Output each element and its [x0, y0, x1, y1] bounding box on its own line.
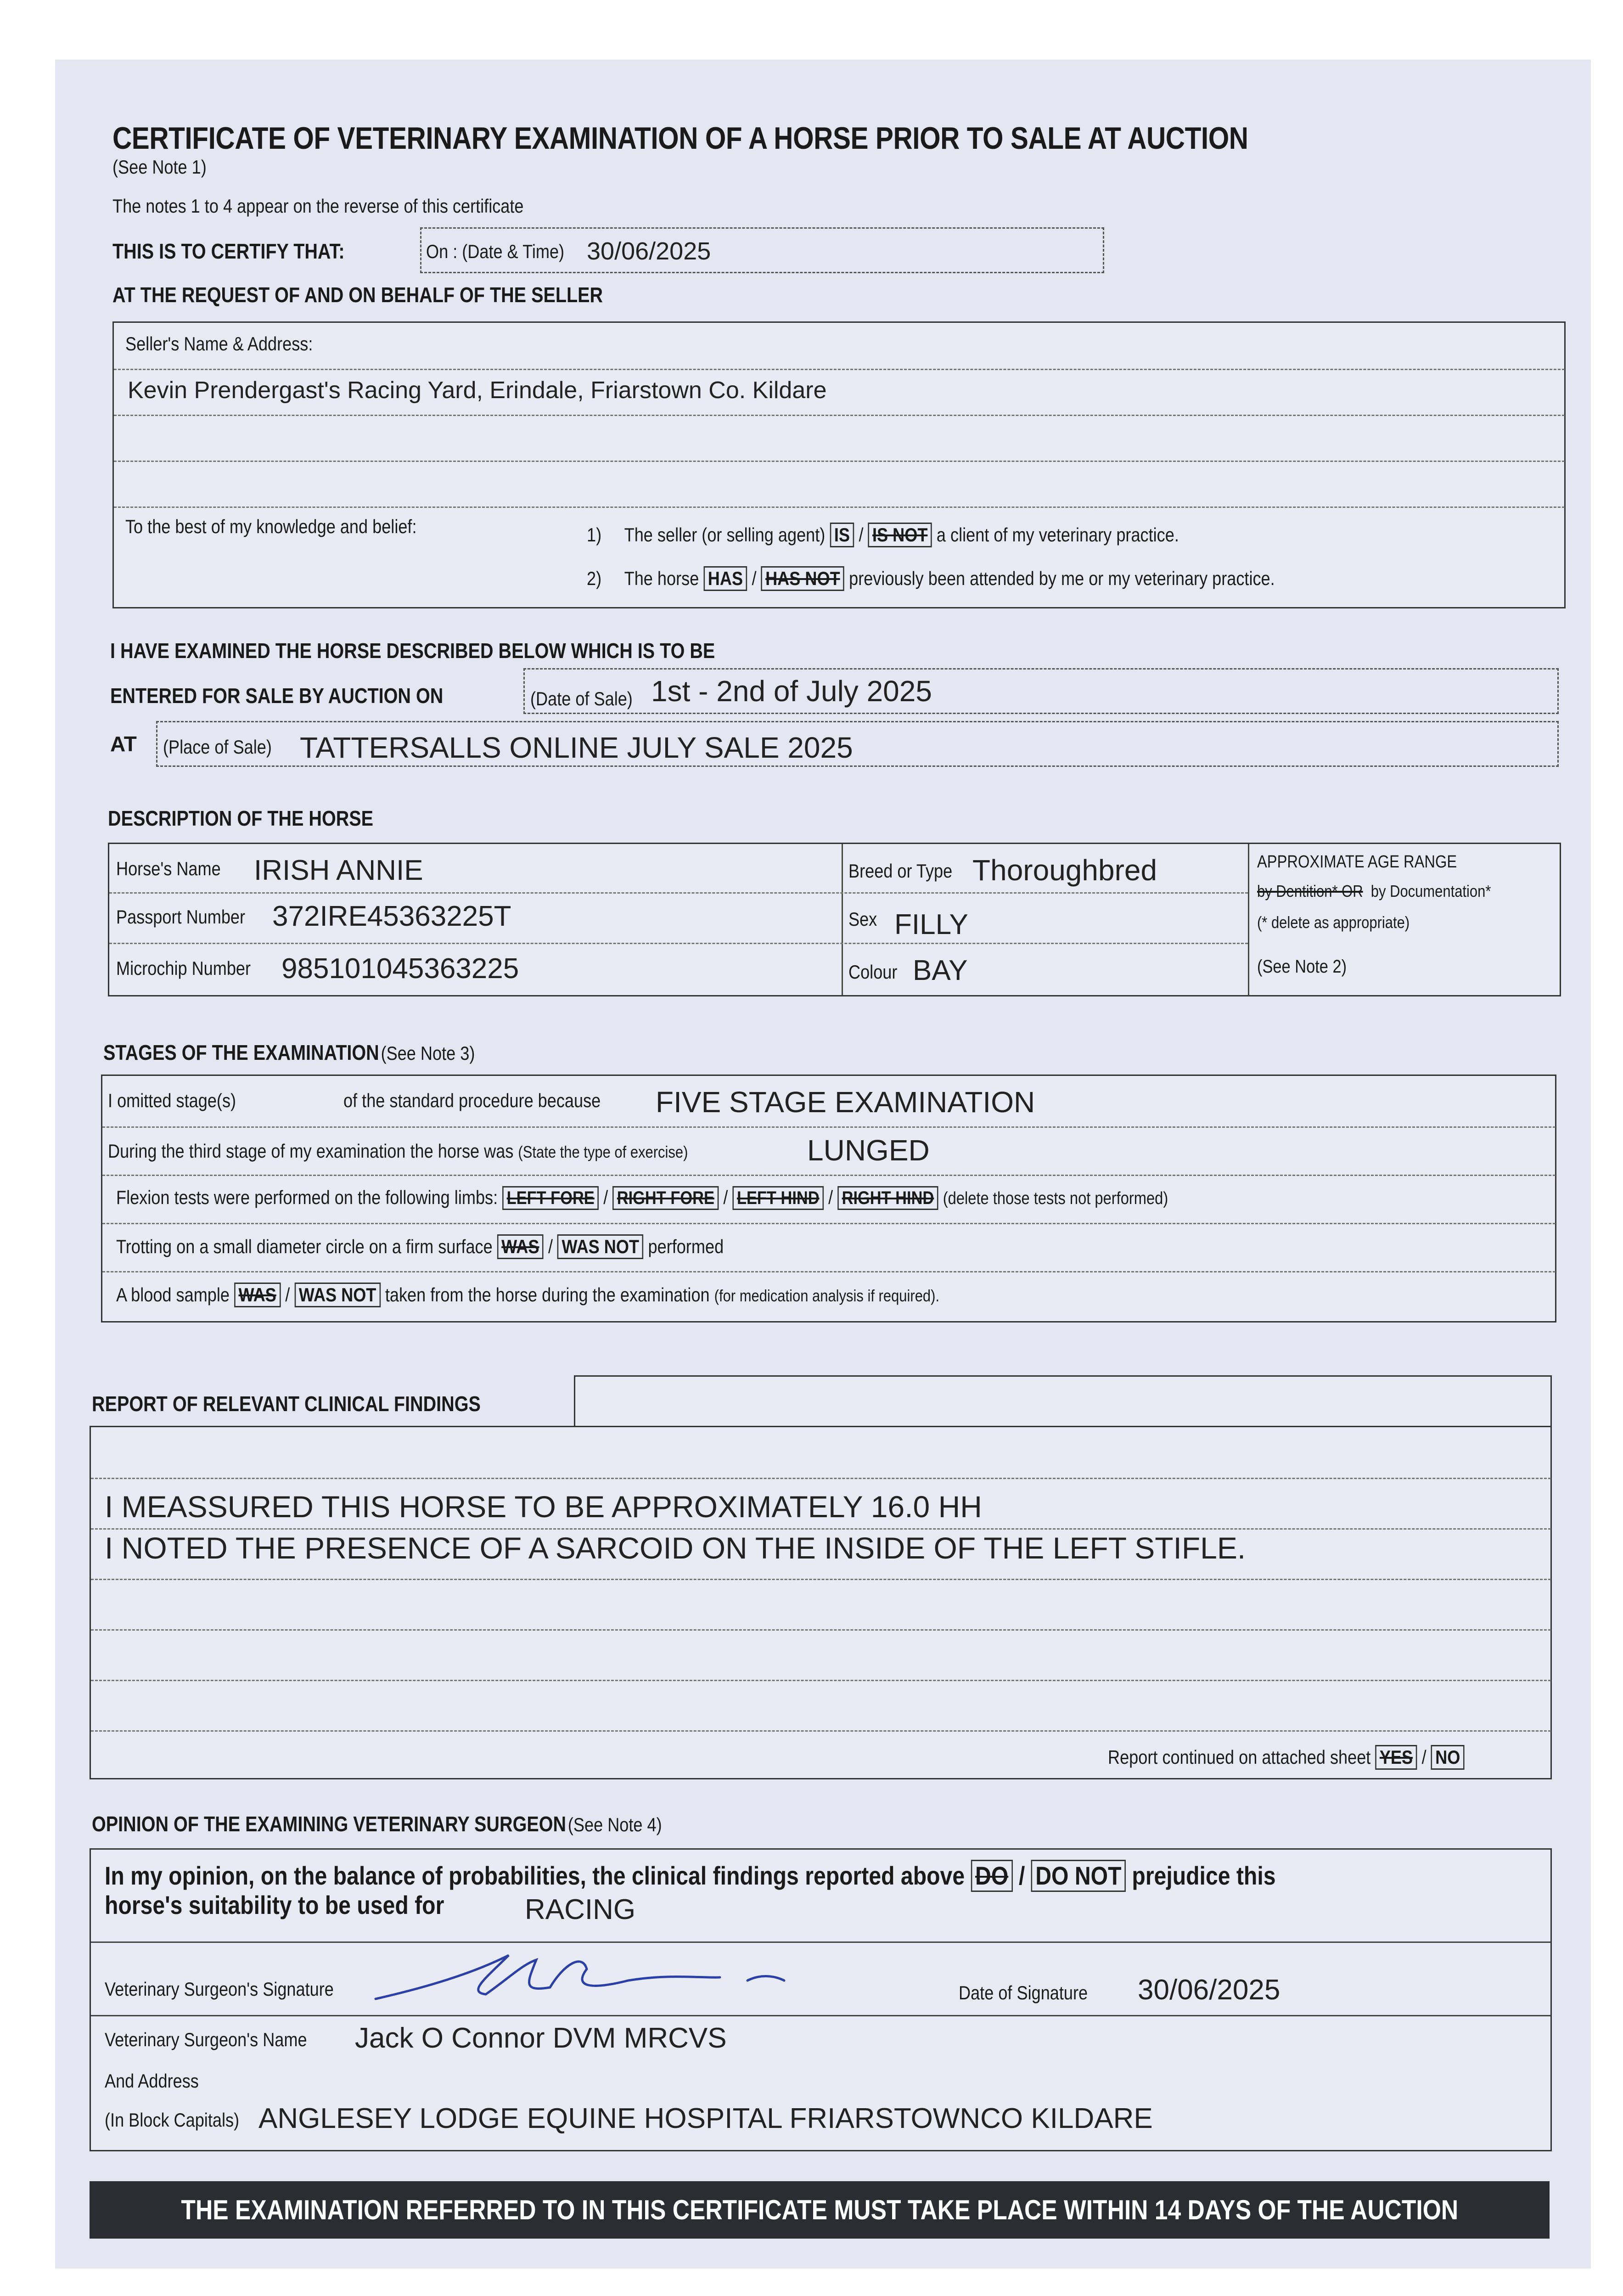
seller-label: Seller's Name & Address:: [125, 333, 313, 355]
seller-box: [112, 321, 1566, 608]
colour-value[interactable]: BAY: [913, 955, 968, 986]
blood-was-option[interactable]: WAS: [234, 1283, 281, 1307]
footer-banner: THE EXAMINATION REFERRED TO IN THIS CERTIFICATE MUST TAKE PLACE WITHIN 14 DAYS OF THE AUCTION: [90, 2181, 1550, 2239]
horse-has-option[interactable]: HAS: [703, 566, 747, 591]
divider: [102, 1175, 1556, 1176]
continued-no-option[interactable]: NO: [1431, 1745, 1465, 1770]
notes-reference: The notes 1 to 4 appear on the reverse of this certificate: [112, 195, 524, 217]
opinion-do-option[interactable]: DO: [971, 1860, 1013, 1892]
opinion-box: [90, 1848, 1552, 2151]
horse-name-label: Horse's Name: [116, 858, 221, 879]
age-range-heading: APPROXIMATE AGE RANGE: [1257, 852, 1457, 872]
sale-date-label: (Date of Sale): [530, 688, 633, 709]
divider: [114, 415, 1565, 416]
passport-value[interactable]: 372IRE45363225T: [272, 900, 511, 932]
flexion-right-hind-option[interactable]: RIGHT HIND: [837, 1186, 938, 1210]
divider: [114, 506, 1565, 508]
examined-statement: I HAVE EXAMINED THE HORSE DESCRIBED BELOW WHICH IS TO BE: [110, 639, 715, 663]
belief-label: To the best of my knowledge and belief:: [125, 516, 417, 537]
divider: [102, 1271, 1556, 1272]
date-of-signature-value[interactable]: 30/06/2025: [1138, 1974, 1280, 2006]
belief-item-2: 2) The horse HAS / HAS NOT previously been attended by me or my veterinary practice.: [587, 566, 1387, 591]
certify-label: THIS IS TO CERTIFY THAT:: [112, 239, 345, 263]
blood-was-not-option[interactable]: WAS NOT: [294, 1283, 380, 1307]
belief-item-1: 1) The seller (or selling agent) IS / IS NOT a client of my veterinary practice.: [587, 523, 1275, 547]
microchip-value[interactable]: 985101045363225: [281, 953, 519, 985]
divider: [102, 1223, 1556, 1224]
divider: [91, 1629, 1551, 1631]
sex-label: Sex: [848, 908, 877, 930]
flexion-right-fore-option[interactable]: RIGHT FORE: [612, 1186, 719, 1210]
report-heading: REPORT OF RELEVANT CLINICAL FINDINGS: [92, 1392, 481, 1416]
horse-name-value[interactable]: IRISH ANNIE: [254, 855, 423, 886]
datetime-label: On : (Date & Time): [426, 241, 565, 262]
trotting-row: Trotting on a small diameter circle on a firm surface WAS / WAS NOT performed: [116, 1234, 823, 1259]
breed-value[interactable]: Thoroughbred: [972, 854, 1157, 887]
veterinary-signature: [371, 1937, 853, 2010]
report-finding-line-2[interactable]: I NOTED THE PRESENCE OF A SARCOID ON THE INSIDE OF THE LEFT STIFLE.: [105, 1531, 1246, 1565]
age-range-options[interactable]: [1257, 882, 1529, 901]
signature-label: Veterinary Surgeon's Signature: [105, 1978, 334, 2000]
divider: [102, 1126, 1556, 1128]
sale-date-value: 1st - 2nd of July 2025: [651, 675, 932, 708]
sale-date-field[interactable]: [523, 668, 1559, 714]
trotting-was-option[interactable]: WAS: [497, 1234, 544, 1259]
intended-use-value[interactable]: RACING: [525, 1894, 636, 1925]
block-capitals-label: (In Block Capitals): [105, 2109, 240, 2131]
breed-label: Breed or Type: [848, 860, 953, 882]
vet-address-value[interactable]: ANGLESEY LODGE EQUINE HOSPITAL FRIARSTOWNCO KILDARE: [258, 2103, 1153, 2134]
divider: [114, 369, 1565, 370]
colour-label: Colour: [848, 961, 898, 983]
flexion-left-hind-option[interactable]: LEFT HIND: [732, 1186, 824, 1210]
microchip-label: Microchip Number: [116, 957, 251, 979]
divider: [91, 1680, 1551, 1681]
opinion-heading: OPINION OF THE EXAMINING VETERINARY SURGEON (See Note 4): [92, 1812, 662, 1836]
divider: [91, 1730, 1551, 1732]
divider: [109, 892, 1248, 894]
report-box: [90, 1426, 1552, 1779]
seller-address-line-1[interactable]: Kevin Prendergast's Racing Yard, Erindale, Friarstown Co. Kildare: [128, 377, 827, 404]
divider: [1248, 844, 1249, 996]
divider: [91, 1528, 1551, 1530]
certificate-title: CERTIFICATE OF VETERINARY EXAMINATION OF A HORSE PRIOR TO SALE AT AUCTION: [112, 121, 1248, 156]
divider: [109, 943, 1248, 944]
horse-has-not-option[interactable]: HAS NOT: [761, 566, 844, 591]
address-label: And Address: [105, 2070, 199, 2092]
passport-label: Passport Number: [116, 906, 246, 928]
sex-value[interactable]: FILLY: [894, 909, 968, 940]
opinion-statement: In my opinion, on the balance of probabilities, the clinical findings reported above DO / DO NOT prejudice this: [105, 1860, 1466, 1892]
divider: [91, 1579, 1551, 1580]
entered-for-sale-label: ENTERED FOR SALE BY AUCTION ON: [110, 684, 444, 708]
blood-sample-row: A blood sample WAS / WAS NOT taken from the horse during the examination (for medication analysis if required).: [116, 1283, 1073, 1307]
report-heading-box: [574, 1375, 1552, 1428]
trotting-was-not-option[interactable]: WAS NOT: [557, 1234, 643, 1259]
seller-is-not-option[interactable]: IS NOT: [868, 523, 932, 547]
age-by-dentition-option[interactable]: by Dentition* OR: [1257, 882, 1363, 900]
opinion-do-not-option[interactable]: DO NOT: [1031, 1860, 1126, 1892]
age-see-note: (See Note 2): [1257, 957, 1347, 977]
age-delete-note: (* delete as appropriate): [1257, 913, 1410, 932]
vet-name-value[interactable]: Jack O Connor DVM MRCVS: [355, 2022, 727, 2054]
flexion-tests-row: Flexion tests were performed on the following limbs: LEFT FORE / RIGHT FORE / LEFT HIND / RIGHT HIND (delete those tests not performed): [116, 1186, 1339, 1210]
stages-box: [101, 1075, 1556, 1322]
divider: [91, 2015, 1551, 2016]
see-note-1: (See Note 1): [112, 156, 207, 178]
third-stage-label: During the third stage of my examination the horse was (State the type of exercise): [108, 1140, 688, 1162]
divider: [91, 1478, 1551, 1479]
request-label: AT THE REQUEST OF AND ON BEHALF OF THE SELLER: [112, 283, 603, 307]
age-by-documentation-option[interactable]: by Documentation*: [1370, 882, 1491, 900]
description-heading: DESCRIPTION OF THE HORSE: [108, 806, 374, 830]
stages-heading: STAGES OF THE EXAMINATION (See Note 3): [103, 1041, 475, 1064]
date-of-signature-label: Date of Signature: [959, 1982, 1088, 2003]
horse-description-table: [108, 843, 1561, 996]
third-stage-exercise-value[interactable]: LUNGED: [807, 1134, 930, 1167]
omitted-stages-label: I omitted stage(s): [108, 1090, 236, 1111]
opinion-purpose-row: horse's suitability to be used for: [105, 1891, 444, 1919]
datetime-value: 30/06/2025: [587, 237, 711, 265]
sale-place-label: (Place of Sale): [163, 736, 272, 758]
divider: [114, 461, 1565, 462]
continued-yes-option[interactable]: YES: [1375, 1745, 1417, 1770]
vet-name-label: Veterinary Surgeon's Name: [105, 2029, 307, 2050]
at-label: AT: [110, 732, 137, 756]
divider: [842, 844, 843, 996]
seller-is-option[interactable]: IS: [830, 523, 854, 547]
exam-datetime-field[interactable]: [420, 227, 1104, 273]
flexion-left-fore-option[interactable]: LEFT FORE: [502, 1186, 599, 1210]
omitted-stages-reason-label: of the standard procedure because: [343, 1090, 601, 1111]
sale-place-field[interactable]: [156, 721, 1559, 767]
report-finding-line-1[interactable]: I MEASSURED THIS HORSE TO BE APPROXIMATELY 16.0 HH: [105, 1490, 982, 1524]
omitted-stages-value[interactable]: FIVE STAGE EXAMINATION: [656, 1086, 1035, 1119]
sale-place-value: TATTERSALLS ONLINE JULY SALE 2025: [300, 731, 853, 764]
report-continued-row: Report continued on attached sheet YES / NO: [1108, 1745, 1522, 1770]
